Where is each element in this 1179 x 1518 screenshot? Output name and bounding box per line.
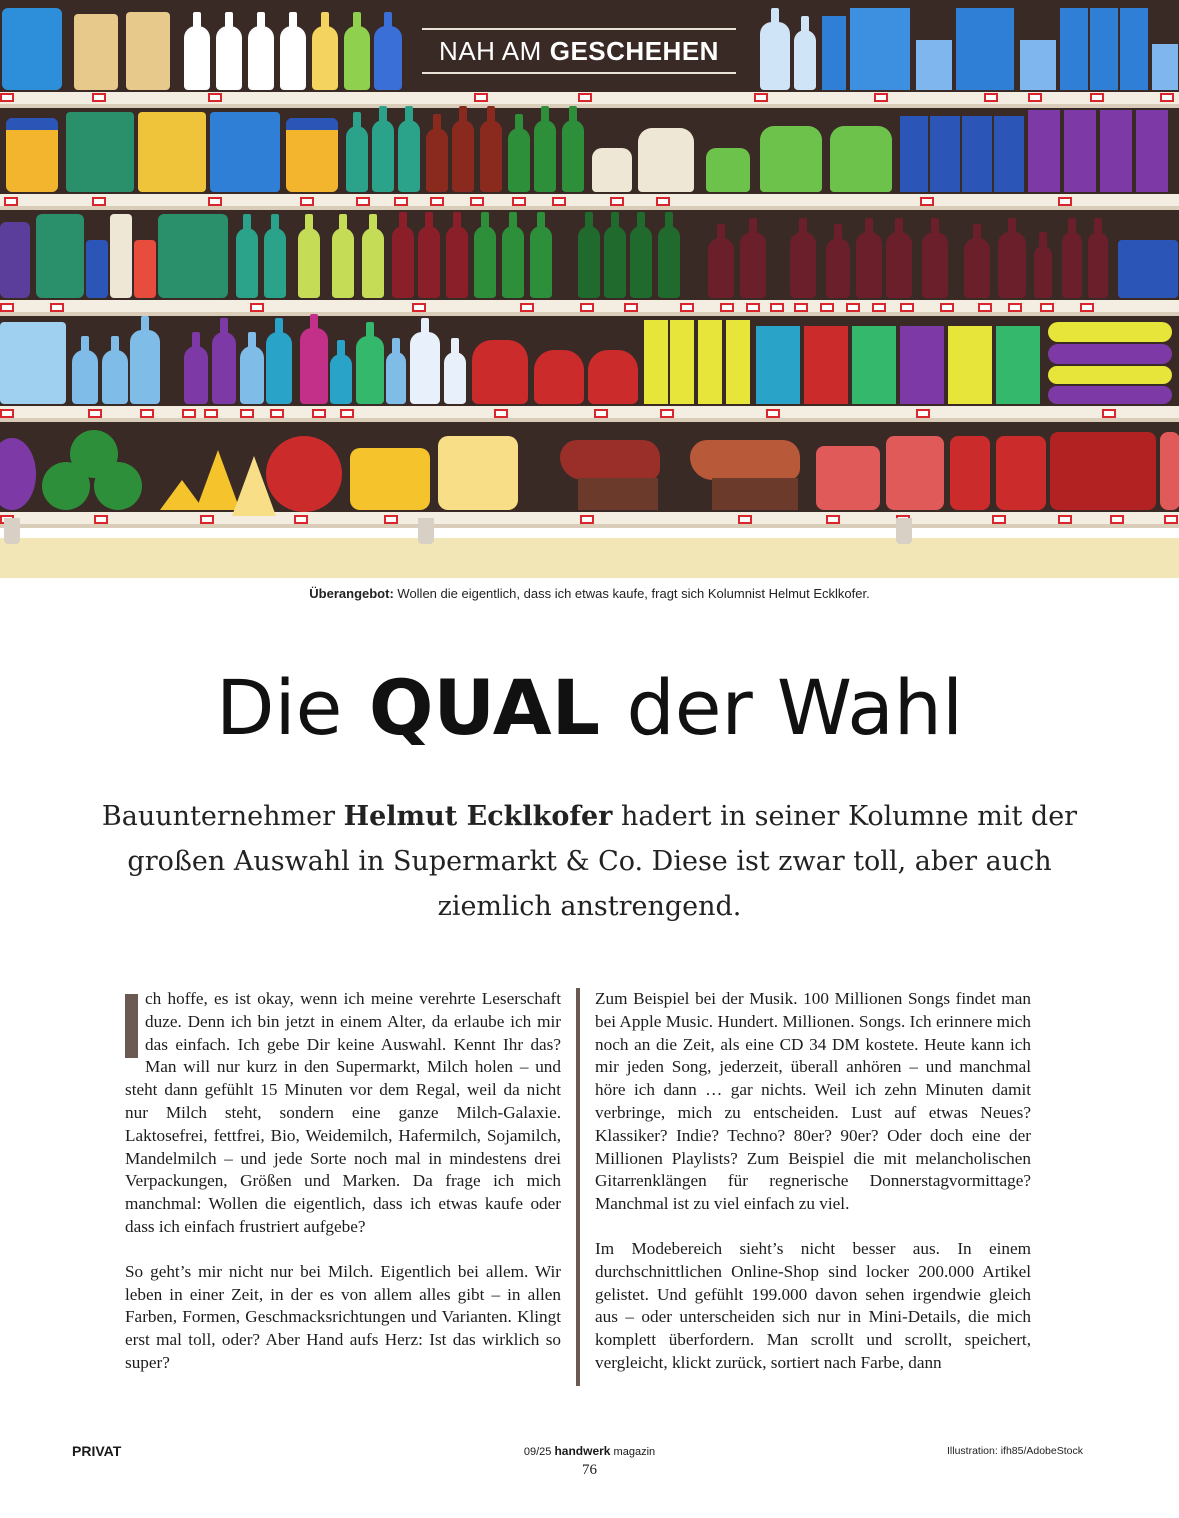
price-tag [660, 409, 674, 418]
lead-prefix: Bauunternehmer [101, 801, 336, 832]
chips-bag [1048, 322, 1172, 342]
price-tag [766, 409, 780, 418]
liquor-bottle [790, 232, 816, 298]
price-tag [1008, 303, 1022, 312]
price-tag [624, 303, 638, 312]
beer-bottle [508, 128, 530, 192]
water-bottle [130, 330, 160, 404]
price-tag [940, 303, 954, 312]
cereal-box [852, 326, 896, 404]
sausages [816, 446, 880, 510]
magazine-name-rest: magazin [613, 1446, 656, 1458]
liquor-bottle [708, 238, 734, 298]
price-tag [578, 93, 592, 102]
liquor-bottle [826, 238, 850, 298]
price-tag [794, 303, 808, 312]
price-tag [1090, 93, 1104, 102]
beer-bottle [398, 120, 420, 192]
pasta-box [1100, 110, 1132, 192]
price-tag [494, 409, 508, 418]
drink-bottle [216, 26, 242, 90]
milk-carton [916, 40, 952, 90]
cereal-box [698, 320, 722, 404]
water-pack [0, 322, 66, 404]
cream-tubs [74, 14, 118, 90]
price-tag [50, 303, 64, 312]
liquor-bottle [964, 238, 990, 298]
wine-bottle [446, 226, 468, 298]
shelf-foot [896, 518, 912, 544]
milk-carton [1152, 44, 1178, 90]
water-bottle [72, 350, 98, 404]
cans [210, 112, 280, 192]
paragraph: So geht’s mir nicht nur bei Milch. Eigentlich bei allem. Wir leben in einer Zeit, in der es von allem alles gibt – in allen Farben, Formen, Geschmacksrichtungen und Varianten. Klingt erst mal toll, oder? Aber Hand aufs Herz: Ist das wirklich so super? [125, 1261, 561, 1372]
pasta-box [1136, 110, 1168, 192]
supermarket-shelf-illustration [0, 0, 1179, 578]
price-tag [270, 409, 284, 418]
price-tag [430, 197, 444, 206]
price-tag [92, 197, 106, 206]
price-tag [294, 515, 308, 524]
juice-bottle [300, 328, 328, 404]
article-column-right [595, 988, 1031, 1397]
wine-bottle [530, 226, 552, 298]
beer-bottle [372, 120, 394, 192]
pasta-box [1028, 110, 1060, 192]
wine-bottle [264, 228, 286, 298]
chips-bag [1048, 366, 1172, 384]
beer-bottle [562, 120, 584, 192]
price-tag [88, 409, 102, 418]
price-tag [1080, 303, 1094, 312]
page-number: 76 [582, 1462, 597, 1478]
water-bottle [266, 332, 292, 404]
jar [6, 118, 58, 192]
lead-author-name: Helmut Ecklkofer [343, 801, 613, 832]
caption-label: Überangebot: [309, 586, 394, 601]
cheese-block [438, 436, 518, 510]
price-tag [984, 93, 998, 102]
wine-bottle [474, 226, 496, 298]
price-tag [610, 197, 624, 206]
price-tag [738, 515, 752, 524]
cereal-box [726, 320, 750, 404]
liquor-bottle [1088, 232, 1108, 298]
price-tag [182, 409, 196, 418]
price-tag [900, 303, 914, 312]
jar [110, 214, 132, 298]
price-tag [0, 93, 14, 102]
title-part-1: Die [215, 663, 343, 752]
milk-carton [850, 8, 910, 90]
price-tag [1102, 409, 1116, 418]
wine-bottle [578, 226, 600, 298]
milk-bottle [794, 30, 816, 90]
yogurt-cups [2, 8, 62, 90]
price-tag [520, 303, 534, 312]
kicker-light-text: NAH AM [439, 35, 542, 66]
milk-carton [1060, 8, 1088, 90]
price-tag [720, 303, 734, 312]
wine-bottle [604, 226, 626, 298]
paragraph: Zum Beispiel bei der Musik. 100 Millionen Songs findet man bei Apple Music. Hundert. Millionen. Songs. Ich erinnere mich noch an die Zeit, als eine CD 34 DM kostete. Heute kann ich mir jeden Song, jederzeit, überall anhören – und manchmal höre ich dann … gar nichts. Weil ich zehn Minuten damit verbringe, mich zu entscheiden. Lust auf etwas Neues? Klassiker? Indie? Techno? 80er? 90er? Oder doch eine der Millionen Playlists? Zum Beispiel die mit melancholischen Gitarrenklängen für regnerische Donnerstagvormittage? Manchmal ist zu viel einfach zu viel. [595, 989, 1031, 1214]
liquor-bottle [886, 232, 912, 298]
jar [36, 214, 84, 298]
title-part-3: der Wahl [626, 663, 964, 752]
liquor-bottle [1034, 246, 1052, 298]
sausages [950, 436, 990, 510]
juice-bottle [330, 354, 352, 404]
wine-bottle [392, 226, 414, 298]
magazine-name-bold: handwerk [554, 1444, 611, 1458]
cereal-box [670, 320, 694, 404]
cereal-box [756, 326, 800, 404]
cans [138, 112, 206, 192]
pasta-bag [592, 148, 632, 192]
jar [286, 118, 338, 192]
cheese-wheel [70, 430, 118, 478]
caption-text: Wollen die eigentlich, dass ich etwas kaufe, fragt sich Kolumnist Helmut Ecklkofer. [397, 586, 870, 601]
wine-bottle [630, 226, 652, 298]
wine-bottle [236, 228, 258, 298]
sausages [886, 436, 944, 510]
drink-bottle [280, 26, 306, 90]
water-bottle [102, 350, 128, 404]
ham-leg [690, 440, 800, 480]
price-tag [0, 409, 14, 418]
milk-carton [1120, 8, 1148, 90]
price-tag [250, 303, 264, 312]
milk-carton [1020, 40, 1056, 90]
price-tag [356, 197, 370, 206]
pasta-box [962, 116, 992, 192]
drink-bottle [312, 26, 338, 90]
cheese-wheel [0, 438, 36, 510]
price-tag [92, 93, 106, 102]
price-tag [0, 303, 14, 312]
price-tag [552, 197, 566, 206]
price-tag [1058, 515, 1072, 524]
cereal-box [948, 326, 992, 404]
title-part-2: QUAL [368, 663, 601, 752]
shelf-board [0, 194, 1179, 210]
price-tag [200, 515, 214, 524]
water-bottle [240, 346, 264, 404]
price-tag [746, 303, 760, 312]
price-tag [872, 303, 886, 312]
milk-carton [956, 8, 1014, 90]
wine-bottle [298, 228, 320, 298]
price-tag [300, 197, 314, 206]
cereal-box [900, 326, 944, 404]
price-tag [312, 409, 326, 418]
milk-drink [444, 352, 466, 404]
price-tag [920, 197, 934, 206]
shelf-board [0, 406, 1179, 422]
image-caption [0, 586, 1179, 601]
cereal-box [804, 326, 848, 404]
issue-number: 09/25 [523, 1446, 552, 1458]
cheese-block [350, 448, 430, 510]
price-tag [992, 515, 1006, 524]
wine-bottle [418, 226, 440, 298]
price-tag [412, 303, 426, 312]
pasta-bag [638, 128, 694, 192]
price-tag [846, 303, 860, 312]
price-tag [1160, 93, 1174, 102]
price-tag [1040, 303, 1054, 312]
ham-leg [560, 440, 660, 480]
footer-section-label: PRIVAT [72, 1443, 122, 1459]
pasta-box [994, 116, 1024, 192]
price-tag [1028, 93, 1042, 102]
wine-bottle [502, 226, 524, 298]
price-tag [874, 93, 888, 102]
milk-carton [1090, 8, 1118, 90]
sausages [1050, 432, 1156, 510]
jar [86, 240, 108, 298]
drink-bottle [248, 26, 274, 90]
drink-bottle [184, 26, 210, 90]
price-tag [240, 409, 254, 418]
beer-bottle [426, 128, 448, 192]
drink-bottle [374, 26, 402, 90]
beer-bottle [480, 120, 502, 192]
shelf-foot [4, 518, 20, 544]
wine-bottle [332, 228, 354, 298]
jar [158, 214, 228, 298]
price-tag [656, 197, 670, 206]
beer-bottle [346, 126, 368, 192]
price-tag [474, 93, 488, 102]
price-tag [512, 197, 526, 206]
cans [1118, 240, 1178, 298]
section-kicker-banner [422, 28, 736, 74]
price-tag [94, 515, 108, 524]
price-tag [770, 303, 784, 312]
wine-bottle [658, 226, 680, 298]
paragraph-text: ch hoffe, es ist okay, wenn ich meine verehrte Leserschaft duze. Denn ich bin jetzt in einem Alter, da erlaube ich mir das einfach. Ich gebe Dir keine Auswahl. Kennt Ihr das? Man will nur kurz in den Supermarkt, Milch holen – und steht dann gefühlt 15 Minuten vor dem Regal, weil da nicht nur Milch steht, sondern eine ganze Milch-Galaxie. Laktosefrei, fettfrei, Bio, Weidemilch, Hafermilch, Sojamilch, Mandelmilch – und jede Sorte noch mal in mindestens drei Verpackungen, Größen und Marken. Da frage ich mich manchmal: Wollen die eigentlich, dass ich etwas kaufe oder dass ich einfach frustriert aufgebe? [125, 989, 561, 1236]
price-tag [4, 197, 18, 206]
price-tag [826, 515, 840, 524]
pasta-bag [760, 126, 822, 192]
article-title [0, 660, 1179, 756]
price-tag [820, 303, 834, 312]
shelf-base [0, 528, 1179, 578]
juice-bottle [184, 346, 208, 404]
chips-bag [1048, 386, 1172, 404]
sauce-bottle [534, 350, 584, 404]
price-tag [916, 409, 930, 418]
liquor-bottle [1062, 232, 1082, 298]
sausages [996, 436, 1046, 510]
pasta-bag [830, 126, 892, 192]
milk-drink [410, 332, 440, 404]
price-tag [470, 197, 484, 206]
price-tag [580, 303, 594, 312]
jar [134, 240, 156, 298]
paragraph [125, 988, 561, 1239]
sausages [1160, 432, 1179, 510]
price-tag [204, 409, 218, 418]
paragraph: Im Modebereich sieht’s nicht besser aus. In einem durchschnittlichen Online-Shop sind locker 200.000 Artikel gelistet. Und gefühlt 199.000 davon sehen irgendwie gleich aus – oder unterscheiden sich nur in Mini-Details, die mich komplett überfordern. Man scrollt und scrollt, speichert, vergleicht, klickt zurück, sortiert nach Farbe, dann [595, 1238, 1031, 1372]
price-tag [978, 303, 992, 312]
liquor-bottle [998, 232, 1026, 298]
price-tag [208, 93, 222, 102]
price-tag [140, 409, 154, 418]
price-tag [340, 409, 354, 418]
price-tag [1058, 197, 1072, 206]
jar [0, 222, 30, 298]
lead-rest: hadert in seiner Kolumne mit der großen Auswahl in Supermarkt & Co. Diese ist zwar toll, aber auch ziemlich anstrengend. [127, 801, 1078, 922]
price-tag [680, 303, 694, 312]
price-tag [754, 93, 768, 102]
liquor-bottle [922, 232, 948, 298]
juice-bottle [386, 352, 406, 404]
column-divider [576, 988, 580, 1386]
pasta-box [900, 116, 928, 192]
cereal-box [644, 320, 668, 404]
article-column-left [125, 988, 561, 1397]
cereal-box [996, 326, 1040, 404]
beer-bottle [534, 120, 556, 192]
liquor-bottle [740, 232, 766, 298]
cheese-wheel [266, 436, 342, 512]
price-tag [1110, 515, 1124, 524]
juice-bottle [356, 336, 384, 404]
beer-bottle [452, 120, 474, 192]
drop-cap-initial-bar [125, 994, 138, 1058]
milk-bottle [760, 22, 790, 90]
sauce-bottle [588, 350, 638, 404]
pasta-bag [706, 148, 750, 192]
shelf-foot [418, 518, 434, 544]
ham-stand [712, 478, 798, 510]
drink-bottle [344, 26, 370, 90]
pasta-box [1064, 110, 1096, 192]
cans [66, 112, 134, 192]
wine-bottle [362, 228, 384, 298]
price-tag [384, 515, 398, 524]
price-tag [208, 197, 222, 206]
price-tag [594, 409, 608, 418]
kicker-bold-text: GESCHEHEN [549, 35, 719, 66]
sauce-bottle [472, 340, 528, 404]
ham-stand [578, 478, 658, 510]
liquor-bottle [856, 232, 882, 298]
milk-carton [822, 16, 846, 90]
illustration-credit: Illustration: ifh85/AdobeStock [947, 1445, 1083, 1457]
price-tag [580, 515, 594, 524]
cream-tubs [126, 12, 170, 90]
juice-bottle [212, 332, 236, 404]
article-lead [100, 794, 1079, 929]
price-tag [394, 197, 408, 206]
pasta-box [930, 116, 960, 192]
chips-bag [1048, 344, 1172, 364]
price-tag [1164, 515, 1178, 524]
